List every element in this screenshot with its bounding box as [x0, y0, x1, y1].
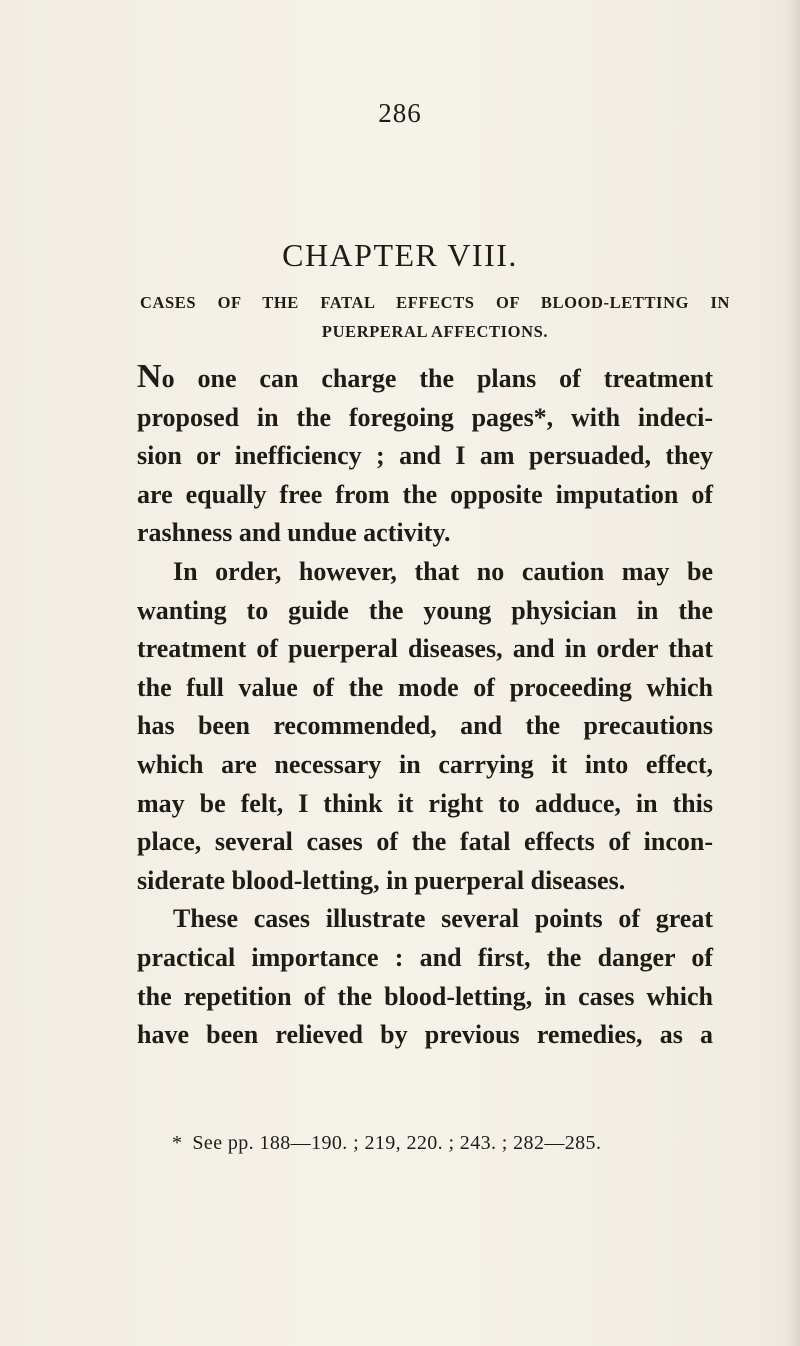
subtitle-line-2: PUERPERAL AFFECTIONS.: [321, 322, 549, 341]
text-line-5: rashness and undue activity.: [137, 518, 451, 548]
subtitle-line-1: CASES OF THE FATAL EFFECTS OF BLOOD-LETTING IN: [140, 293, 730, 312]
text-line-2: proposed in the foregoing pages*, with indeci-: [137, 402, 713, 432]
text-line-8: treatment of puerperal diseases, and in order that: [137, 634, 713, 664]
initial-letter: N: [137, 358, 162, 395]
page-number: 286: [378, 98, 422, 128]
chapter-title: CHAPTER VIII.: [282, 237, 518, 273]
text-line-17: the repetition of the blood-letting, in cases which: [137, 981, 713, 1011]
text-line-18: have been relieved by previous remedies, as a: [137, 1020, 713, 1050]
text-line-11: which are necessary in carrying it into effect,: [137, 749, 713, 779]
footnote-mark: *: [172, 1132, 183, 1154]
text-line-3: sion or inefficiency ; and I am persuaded, they: [137, 441, 713, 471]
text-line-10: has been recommended, and the precautions: [137, 711, 713, 741]
text-line-1-rest: o one can charge the plans of treatment: [161, 364, 713, 393]
footnote-text: See pp. 188—190. ; 219, 220. ; 243. ; 282—285.: [192, 1132, 602, 1154]
text-line-12: may be felt, I think it right to adduce, in this: [137, 788, 713, 818]
text-line-16: practical importance : and first, the danger of: [137, 942, 713, 972]
text-line-15: These cases illustrate several points of great: [173, 904, 713, 934]
text-line-14: siderate blood-letting, in puerperal diseases.: [137, 865, 626, 895]
text-line-7: wanting to guide the young physician in the: [137, 595, 713, 625]
chapter-subtitle: [140, 288, 730, 346]
text-line-4: are equally free from the opposite imputation of: [137, 479, 713, 509]
text-line-6: In order, however, that no caution may be: [173, 556, 713, 586]
page-edge-shadow: [786, 0, 800, 1346]
text-line-9: the full value of the mode of proceeding which: [137, 672, 713, 702]
text-line-1: [137, 360, 713, 399]
body-text: [137, 360, 713, 1055]
text-line-13: place, several cases of the fatal effects of incon-: [137, 827, 713, 857]
footnote: [172, 1132, 601, 1155]
